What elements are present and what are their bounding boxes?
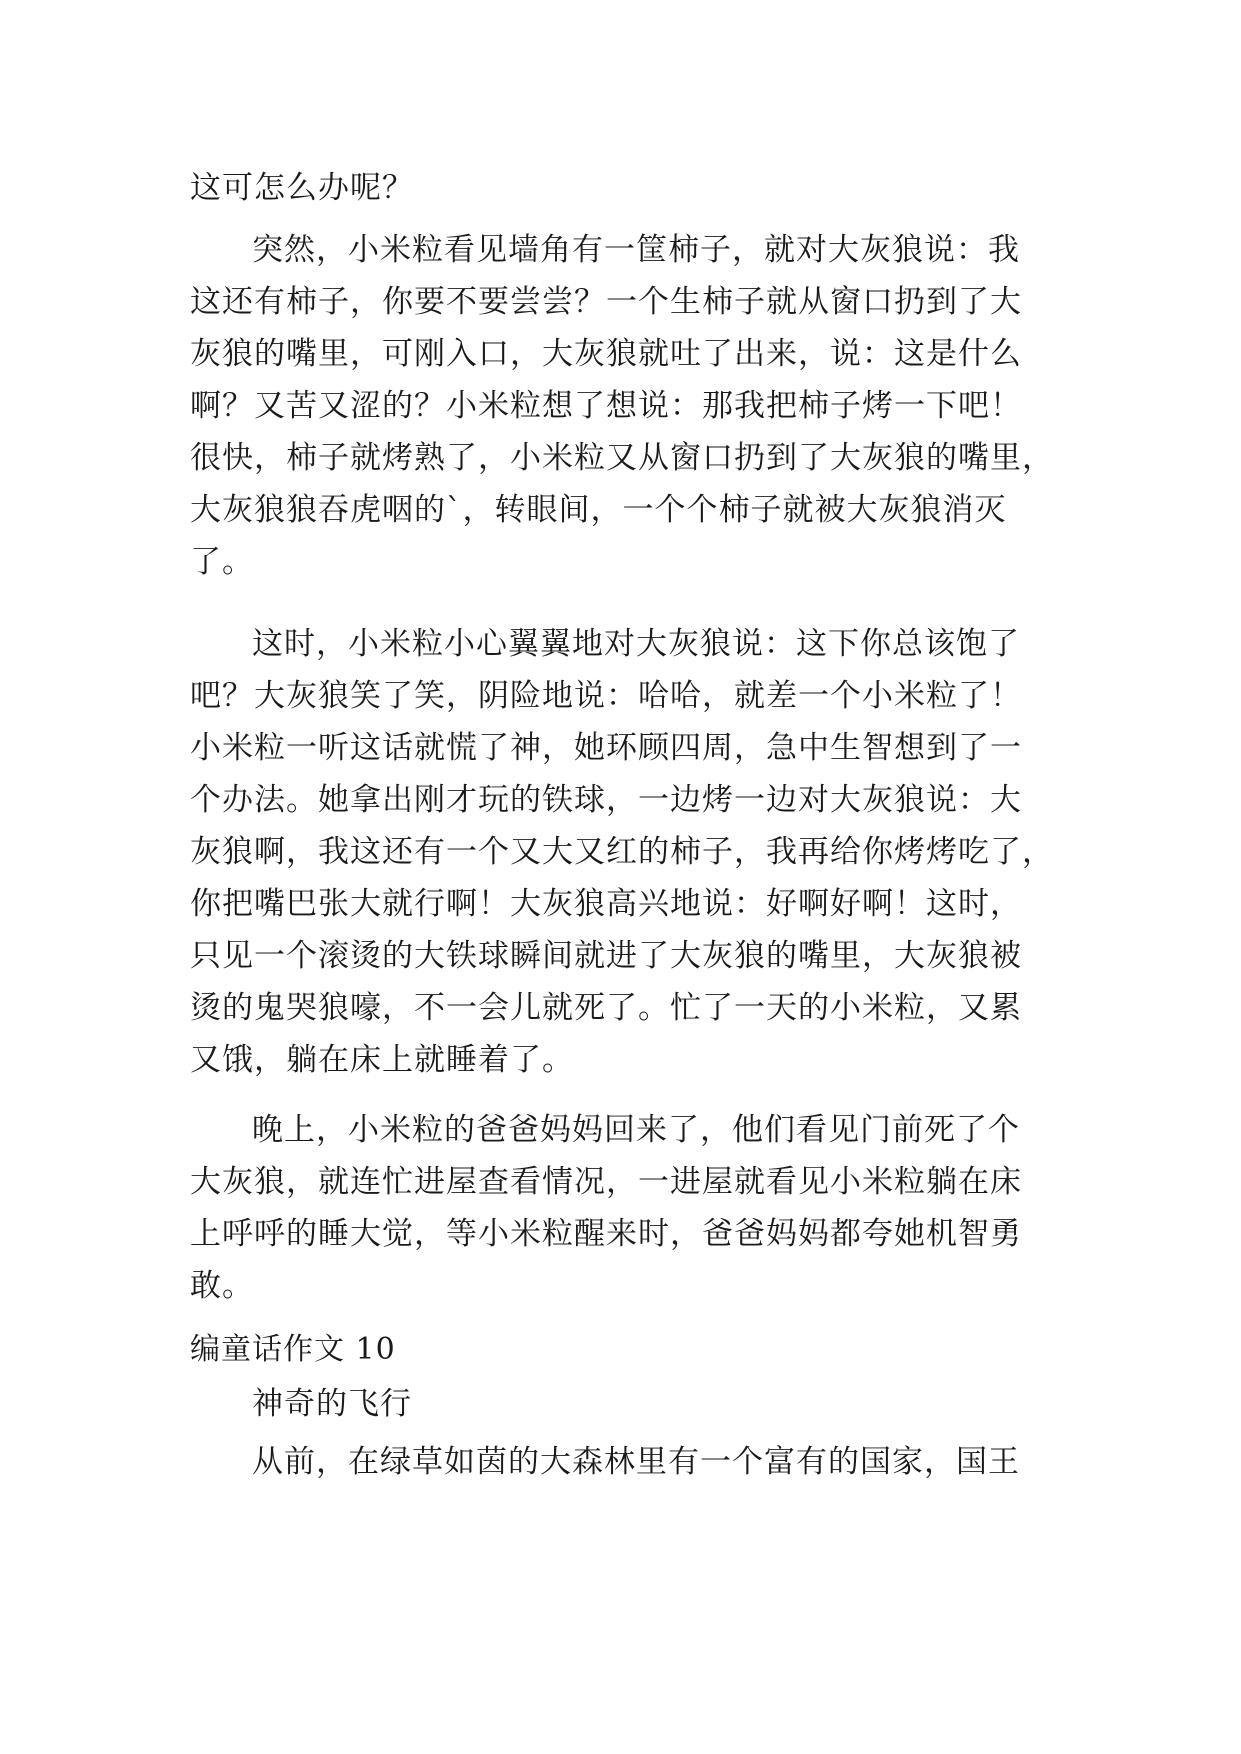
text-line: 很快，柿子就烤熟了，小米粒又从窗口扔到了大灰狼的嘴里， xyxy=(190,440,1054,476)
text-line: 灰狼的嘴里，可刚入口，大灰狼就吐了出来，说：这是什么 xyxy=(190,336,1022,372)
text-line: 又饿，躺在床上就睡着了。 xyxy=(190,1042,574,1078)
text-line: 个办法。她拿出刚才玩的铁球，一边烤一边对大灰狼说：大 xyxy=(190,782,1022,818)
text-line: 了。 xyxy=(190,544,254,580)
paragraph-start-line: 从前，在绿草如茵的大森林里有一个富有的国家，国王 xyxy=(252,1444,1020,1480)
text-line: 灰狼啊，我这还有一个又大又红的柿子，我再给你烤烤吃了， xyxy=(190,834,1054,870)
text-line: 大灰狼狼吞虎咽的`，转眼间，一个个柿子就被大灰狼消灭 xyxy=(190,492,1007,528)
text-line: 大灰狼，就连忙进屋查看情况，一进屋就看见小米粒躺在床 xyxy=(190,1164,1022,1200)
text-line: 啊？又苦又涩的？小米粒想了想说：那我把柿子烤一下吧！ xyxy=(190,388,1022,424)
paragraph-start-line: 晚上，小米粒的爸爸妈妈回来了，他们看见门前死了个 xyxy=(252,1112,1020,1148)
text-line: 小米粒一听这话就慌了神，她环顾四周，急中生智想到了一 xyxy=(190,730,1022,766)
text-line: 上呼呼的睡大觉，等小米粒醒来时，爸爸妈妈都夸她机智勇 xyxy=(190,1216,1022,1252)
section-heading: 编童话作文 10 xyxy=(190,1332,396,1367)
text-line: 这可怎么办呢？ xyxy=(190,170,414,206)
paragraph-start-line: 突然，小米粒看见墙角有一筐柿子，就对大灰狼说：我 xyxy=(252,232,1020,268)
text-line: 只见一个滚烫的大铁球瞬间就进了大灰狼的嘴里，大灰狼被 xyxy=(190,938,1022,974)
paragraph-start-line: 这时，小米粒小心翼翼地对大灰狼说：这下你总该饱了 xyxy=(252,626,1020,662)
text-line: 吧？大灰狼笑了笑，阴险地说：哈哈，就差一个小米粒了！ xyxy=(190,678,1022,714)
text-line: 敢。 xyxy=(190,1268,254,1304)
text-line: 你把嘴巴张大就行啊！大灰狼高兴地说：好啊好啊！这时， xyxy=(190,886,1022,922)
text-line: 烫的鬼哭狼嚎，不一会儿就死了。忙了一天的小米粒，又累 xyxy=(190,990,1022,1026)
story-title: 神奇的飞行 xyxy=(252,1386,412,1422)
text-line: 这还有柿子，你要不要尝尝？一个生柿子就从窗口扔到了大 xyxy=(190,284,1022,320)
